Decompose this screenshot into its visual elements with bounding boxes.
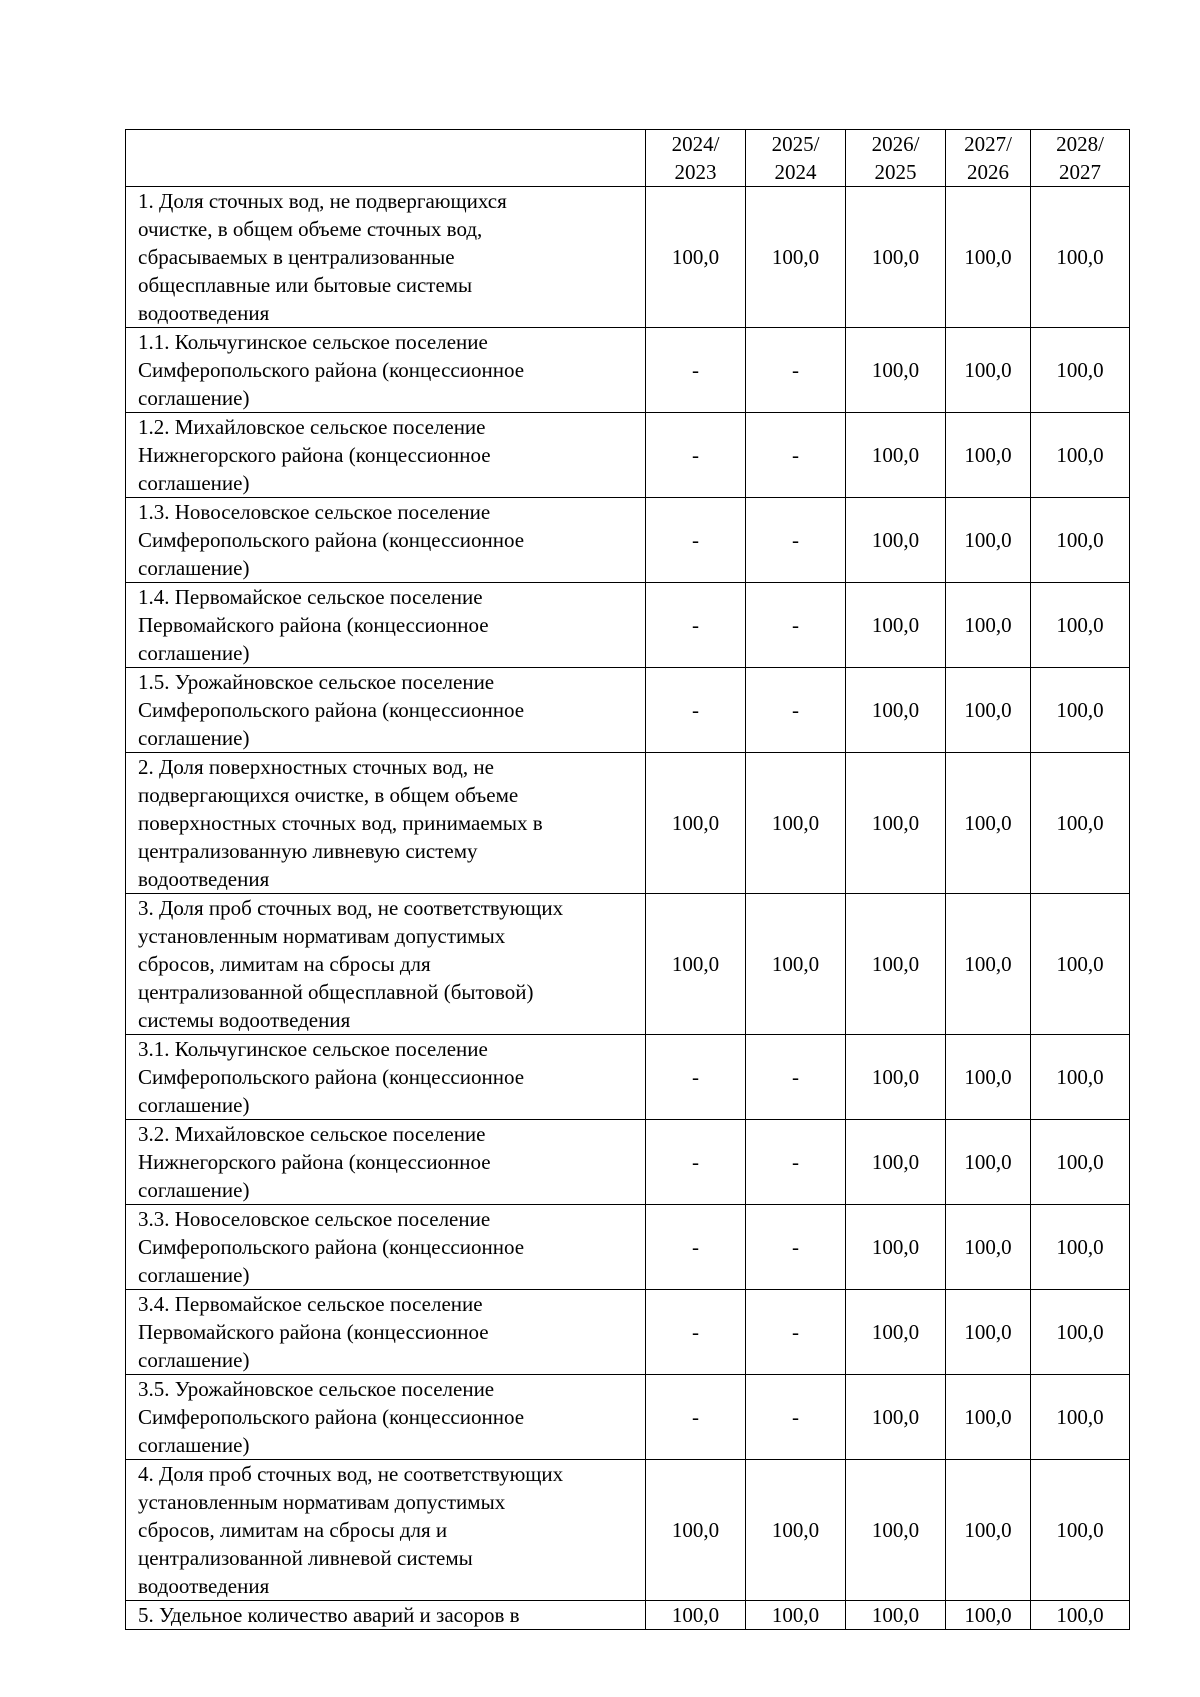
indicator-label-line: сбрасываемых в централизованные <box>138 245 455 269</box>
indicator-label-line: 1.1. Кольчугинское сельское поселение <box>138 330 488 354</box>
year-top: 2027/ <box>964 132 1012 156</box>
value-cell: - <box>646 498 746 583</box>
value-cell: - <box>746 583 846 668</box>
indicator-label-line: Симферопольского района (концессионное <box>138 358 525 382</box>
value-cell: 100,0 <box>846 1601 946 1630</box>
indicator-label-line: централизованную ливневую систему <box>138 839 478 863</box>
value-cell: 100,0 <box>646 187 746 328</box>
header-year-cell <box>946 130 1031 187</box>
value-cell: - <box>646 1375 746 1460</box>
value-cell: 100,0 <box>846 1120 946 1205</box>
value-cell: - <box>746 1120 846 1205</box>
value-cell: 100,0 <box>846 668 946 753</box>
table-row <box>126 1290 1130 1375</box>
value-cell: 100,0 <box>946 894 1031 1035</box>
indicator-label-cell <box>126 187 646 328</box>
table-row <box>126 413 1130 498</box>
table-row <box>126 187 1130 328</box>
value-cell: - <box>646 1035 746 1120</box>
value-cell: 100,0 <box>946 1205 1031 1290</box>
indicator-label-line: соглашение) <box>138 556 250 580</box>
table-row <box>126 583 1130 668</box>
indicator-label-line: водоотведения <box>138 1574 270 1598</box>
value-cell: 100,0 <box>846 1375 946 1460</box>
value-cell: - <box>746 498 846 583</box>
value-cell: 100,0 <box>1031 1375 1130 1460</box>
indicator-label-line: водоотведения <box>138 301 270 325</box>
indicator-label-line: установленным нормативам допустимых <box>138 924 506 948</box>
indicator-label-line: Симферопольского района (концессионное <box>138 1065 525 1089</box>
value-cell: - <box>646 328 746 413</box>
value-cell: 100,0 <box>1031 583 1130 668</box>
indicator-label-line: 4. Доля проб сточных вод, не соответствующих <box>138 1462 564 1486</box>
value-cell: 100,0 <box>946 187 1031 328</box>
value-cell: 100,0 <box>946 413 1031 498</box>
value-cell: 100,0 <box>946 1460 1031 1601</box>
table-row <box>126 498 1130 583</box>
value-cell: 100,0 <box>946 1375 1031 1460</box>
indicator-label-line: Симферопольского района (концессионное <box>138 1405 525 1429</box>
table-row <box>126 1035 1130 1120</box>
indicator-label-line: Нижнегорского района (концессионное <box>138 1150 491 1174</box>
indicator-label-line: соглашение) <box>138 1433 250 1457</box>
value-cell: 100,0 <box>646 753 746 894</box>
value-cell: 100,0 <box>946 1601 1031 1630</box>
year-bottom: 2024 <box>774 160 817 184</box>
value-cell: 100,0 <box>646 1601 746 1630</box>
value-cell: 100,0 <box>946 668 1031 753</box>
value-cell: 100,0 <box>946 1120 1031 1205</box>
value-cell: 100,0 <box>846 1460 946 1601</box>
table-row <box>126 1601 1130 1630</box>
value-cell: 100,0 <box>846 1035 946 1120</box>
table-row <box>126 1375 1130 1460</box>
value-cell: - <box>646 1290 746 1375</box>
indicator-label-line: 3.4. Первомайское сельское поселение <box>138 1292 483 1316</box>
table-header <box>126 130 1130 187</box>
indicator-label-line: централизованной общесплавной (бытовой) <box>138 980 534 1004</box>
header-year-cell <box>846 130 946 187</box>
indicator-label-line: соглашение) <box>138 1263 250 1287</box>
indicator-label-line: централизованной ливневой системы <box>138 1546 473 1570</box>
indicator-label-line: 1. Доля сточных вод, не подвергающихся <box>138 189 507 213</box>
value-cell: 100,0 <box>946 1290 1031 1375</box>
indicator-label-line: водоотведения <box>138 867 270 891</box>
indicator-label-line: соглашение) <box>138 1093 250 1117</box>
indicator-label-cell <box>126 1035 646 1120</box>
value-cell: 100,0 <box>946 753 1031 894</box>
indicator-label-line: поверхностных сточных вод, принимаемых в <box>138 811 543 835</box>
value-cell: 100,0 <box>846 498 946 583</box>
value-cell: - <box>646 1120 746 1205</box>
indicator-label-line: системы водоотведения <box>138 1008 351 1032</box>
indicator-label-cell <box>126 1290 646 1375</box>
value-cell: - <box>646 583 746 668</box>
indicator-label-line: Симферопольского района (концессионное <box>138 1235 525 1259</box>
indicator-label-line: 2. Доля поверхностных сточных вод, не <box>138 755 494 779</box>
indicator-label-line: сбросов, лимитам на сбросы для <box>138 952 431 976</box>
indicator-label-line: соглашение) <box>138 386 250 410</box>
value-cell: 100,0 <box>1031 894 1130 1035</box>
value-cell: 100,0 <box>846 894 946 1035</box>
value-cell: - <box>646 668 746 753</box>
indicator-label-line: 1.3. Новоселовское сельское поселение <box>138 500 491 524</box>
year-bottom: 2023 <box>674 160 717 184</box>
indicator-label-line: очистке, в общем объеме сточных вод, <box>138 217 483 241</box>
value-cell: - <box>746 413 846 498</box>
year-top: 2026/ <box>871 132 920 156</box>
value-cell: 100,0 <box>746 1460 846 1601</box>
indicator-label-cell <box>126 1120 646 1205</box>
indicator-label-cell <box>126 1601 646 1630</box>
indicator-label-cell <box>126 413 646 498</box>
value-cell: 100,0 <box>846 1290 946 1375</box>
value-cell: 100,0 <box>1031 1120 1130 1205</box>
indicator-label-line: 3.1. Кольчугинское сельское поселение <box>138 1037 488 1061</box>
value-cell: - <box>746 668 846 753</box>
indicator-label-line: 1.2. Михайловское сельское поселение <box>138 415 486 439</box>
year-bottom: 2027 <box>1059 160 1101 184</box>
indicator-label-line: 3. Доля проб сточных вод, не соответствующих <box>138 896 564 920</box>
value-cell: 100,0 <box>746 1601 846 1630</box>
indicator-label-line: 3.5. Урожайновское сельское поселение <box>138 1377 495 1401</box>
value-cell: 100,0 <box>1031 668 1130 753</box>
value-cell: 100,0 <box>1031 187 1130 328</box>
value-cell: 100,0 <box>846 1205 946 1290</box>
indicator-label-line: Симферопольского района (концессионное <box>138 698 525 722</box>
header-year-cell <box>1031 130 1130 187</box>
indicator-label-line: 3.3. Новоселовское сельское поселение <box>138 1207 491 1231</box>
indicator-label-cell <box>126 753 646 894</box>
indicator-label-cell <box>126 668 646 753</box>
indicator-label-line: 3.2. Михайловское сельское поселение <box>138 1122 486 1146</box>
header-year-cell <box>646 130 746 187</box>
value-cell: 100,0 <box>646 894 746 1035</box>
header-year-cell <box>746 130 846 187</box>
indicator-label-cell <box>126 1460 646 1601</box>
year-top: 2025/ <box>771 132 820 156</box>
value-cell: 100,0 <box>1031 413 1130 498</box>
value-cell: 100,0 <box>1031 1290 1130 1375</box>
value-cell: 100,0 <box>746 753 846 894</box>
value-cell: 100,0 <box>946 1035 1031 1120</box>
header-row <box>126 130 1130 187</box>
year-top: 2024/ <box>671 132 720 156</box>
indicator-label-cell <box>126 328 646 413</box>
value-cell: - <box>746 1375 846 1460</box>
value-cell: - <box>746 328 846 413</box>
indicator-label-cell <box>126 894 646 1035</box>
value-cell: 100,0 <box>846 753 946 894</box>
table-body <box>126 187 1130 1630</box>
year-top: 2028/ <box>1056 132 1104 156</box>
value-cell: 100,0 <box>846 583 946 668</box>
indicator-label-cell <box>126 1205 646 1290</box>
indicators-table <box>125 129 1130 1630</box>
value-cell: - <box>746 1290 846 1375</box>
indicator-label-line: Симферопольского района (концессионное <box>138 528 525 552</box>
indicator-label-line: 1.4. Первомайское сельское поселение <box>138 585 483 609</box>
header-blank-cell <box>126 130 646 187</box>
table-row <box>126 1205 1130 1290</box>
table-row <box>126 328 1130 413</box>
table-row <box>126 1460 1130 1601</box>
value-cell: 100,0 <box>746 894 846 1035</box>
value-cell: - <box>746 1205 846 1290</box>
value-cell: 100,0 <box>1031 1601 1130 1630</box>
indicator-label-line: соглашение) <box>138 641 250 665</box>
year-bottom: 2025 <box>874 160 917 184</box>
value-cell: 100,0 <box>1031 1460 1130 1601</box>
indicator-label-line: 5. Удельное количество аварий и засоров в <box>138 1603 520 1627</box>
table-row <box>126 1120 1130 1205</box>
value-cell: 100,0 <box>1031 753 1130 894</box>
indicator-label-line: Первомайского района (концессионное <box>138 1320 489 1344</box>
indicator-label-line: соглашение) <box>138 726 250 750</box>
indicator-label-line: подвергающихся очистке, в общем объеме <box>138 783 519 807</box>
value-cell: 100,0 <box>1031 328 1130 413</box>
value-cell: - <box>646 1205 746 1290</box>
indicator-label-line: соглашение) <box>138 1348 250 1372</box>
value-cell: 100,0 <box>1031 498 1130 583</box>
indicator-label-line: общесплавные или бытовые системы <box>138 273 473 297</box>
indicator-label-line: Нижнегорского района (концессионное <box>138 443 491 467</box>
table-row <box>126 668 1130 753</box>
year-bottom: 2026 <box>967 160 1009 184</box>
indicator-label-line: установленным нормативам допустимых <box>138 1490 506 1514</box>
indicator-label-cell <box>126 498 646 583</box>
value-cell: 100,0 <box>646 1460 746 1601</box>
indicator-label-line: соглашение) <box>138 1178 250 1202</box>
indicator-label-line: сбросов, лимитам на сбросы для и <box>138 1518 448 1542</box>
value-cell: 100,0 <box>946 583 1031 668</box>
value-cell: 100,0 <box>846 328 946 413</box>
value-cell: 100,0 <box>946 498 1031 583</box>
value-cell: 100,0 <box>1031 1205 1130 1290</box>
indicator-label-line: Первомайского района (концессионное <box>138 613 489 637</box>
indicator-label-cell <box>126 1375 646 1460</box>
table-row <box>126 894 1130 1035</box>
indicator-label-line: 1.5. Урожайновское сельское поселение <box>138 670 495 694</box>
value-cell: 100,0 <box>946 328 1031 413</box>
value-cell: 100,0 <box>746 187 846 328</box>
value-cell: 100,0 <box>846 413 946 498</box>
value-cell: 100,0 <box>846 187 946 328</box>
value-cell: - <box>646 413 746 498</box>
indicator-label-cell <box>126 583 646 668</box>
value-cell: - <box>746 1035 846 1120</box>
indicator-label-line: соглашение) <box>138 471 250 495</box>
table-row <box>126 753 1130 894</box>
value-cell: 100,0 <box>1031 1035 1130 1120</box>
